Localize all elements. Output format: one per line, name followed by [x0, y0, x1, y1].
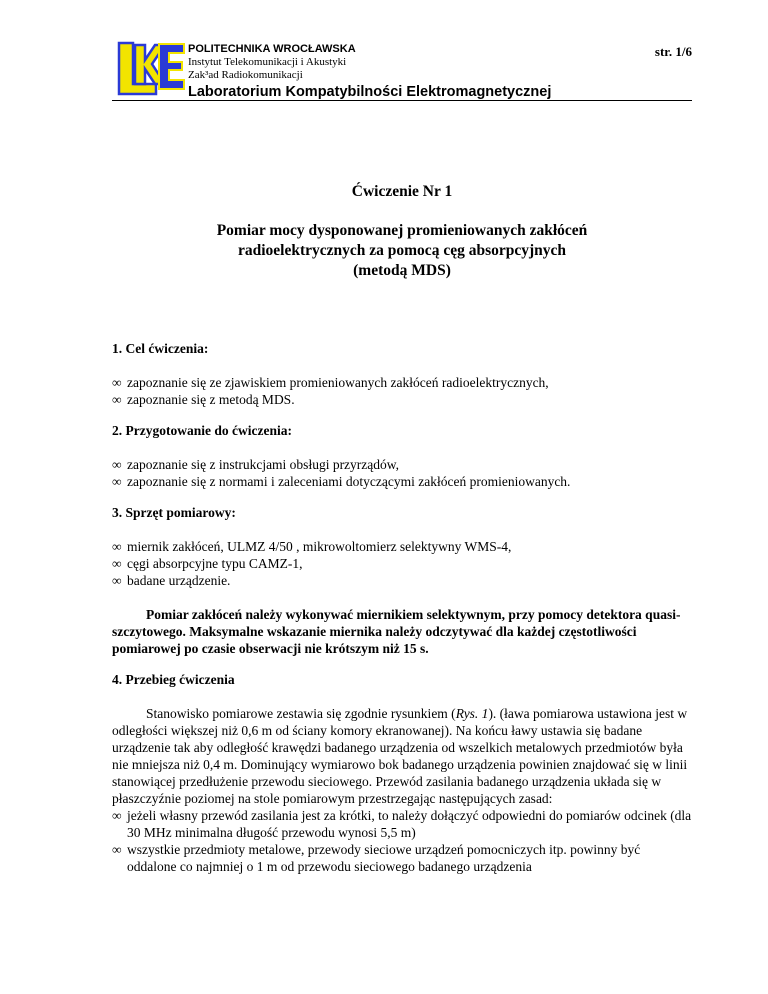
measurement-note: Pomiar zakłóceń należy wykonywać miernikiem selektywnym, przy pomocy detektora quasi-szczytowego. Maksymalne wskazanie miernika należy odczytywać dla każdej częstotliwości pomiarowej po czasie obserwacji nie krótszym niż 15 s. — [112, 607, 681, 656]
bullet-icon: ∞ — [112, 392, 122, 407]
bullet-list — [112, 374, 692, 408]
bullet-list — [112, 538, 692, 589]
document-body — [112, 340, 692, 875]
exercise-title: Ćwiczenie Nr 1 — [351, 183, 453, 200]
bullet-icon: ∞ — [112, 808, 122, 823]
page-header — [112, 38, 692, 101]
bullet-icon: ∞ — [112, 556, 122, 571]
bullet-list — [112, 456, 692, 490]
subtitle-line: (metodą MDS) — [353, 262, 451, 279]
lab-name: Laboratorium Kompatybilności Elektromagnetycznej — [188, 84, 552, 100]
bullet-icon: ∞ — [112, 457, 122, 472]
institute-name: Instytut Telekomunikacji i Akustyki — [188, 56, 347, 68]
figure-reference: Rys. 1 — [455, 706, 489, 721]
subtitle-line: Pomiar mocy dysponowanej promieniowanych zakłóceń — [216, 222, 588, 239]
page-number: str. 1/6 — [654, 44, 692, 59]
university-name: POLITECHNIKA WROCŁAWSKA — [188, 43, 356, 55]
exercise-subtitle — [112, 221, 692, 281]
section-heading: 3. Sprzęt pomiarowy: — [112, 505, 236, 520]
list-item: ∞ zapoznanie się z normami i zaleceniami dotyczącymi zakłóceń promieniowanych. — [112, 474, 571, 489]
bullet-icon: ∞ — [112, 375, 122, 390]
list-item: ∞ zapoznanie się ze zjawiskiem promieniowanych zakłóceń radioelektrycznych, — [112, 375, 549, 390]
list-item: ∞ badane urządzenie. — [112, 573, 231, 588]
list-item: ∞ jeżeli własny przewód zasilania jest za krótki, to należy dołączyć odpowiedni do pomiarów odcinek (dla 30 MHz minimalna długość przewodu wynosi 5,5 m) — [112, 808, 692, 840]
section-heading: 2. Przygotowanie do ćwiczenia: — [112, 423, 292, 438]
list-item: ∞ miernik zakłóceń, ULMZ 4/50 , mikrowoltomierz selektywny WMS-4, — [112, 539, 512, 554]
list-item: ∞ zapoznanie się z metodą MDS. — [112, 392, 295, 407]
bullet-list — [112, 807, 692, 875]
procedure-paragraph: Stanowisko pomiarowe zestawia się zgodnie rysunkiem (Rys. 1). (ława pomiarowa ustawiona jest w odległości większej niż 0,6 m od ściany komory ekranowanej). Na końcu ławy ustawia się badane urządzenie tak aby odległość krawędzi badanego urządzenia od wszelkich metalowych przedmiotów była nie mniejsza niż 0,4 m. Dominujący wymiarowo bok badanego urządzenia powinien znajdować się w linii stanowiącej przedłużenie przewodu sieciowego. Przewód zasilania badanego urządzenia układa się w płaszczyźnie poziomej na stole pomiarowym przestrzegając następujących zasad: — [112, 706, 688, 806]
subtitle-line: radioelektrycznych za pomocą cęg absorpcyjnych — [237, 242, 567, 259]
department-name: Zak³ad Radiokomunikacji — [188, 69, 303, 81]
list-item: ∞ zapoznanie się z instrukcjami obsługi przyrządów, — [112, 457, 400, 472]
list-item: ∞ cęgi absorpcyjne typu CAMZ-1, — [112, 556, 303, 571]
lke-logo — [116, 40, 186, 96]
section-heading: 1. Cel ćwiczenia: — [112, 341, 209, 356]
bullet-icon: ∞ — [112, 474, 122, 489]
bullet-icon: ∞ — [112, 539, 122, 554]
section-heading: 4. Przebieg ćwiczenia — [112, 672, 235, 687]
list-item: ∞ wszystkie przedmioty metalowe, przewody sieciowe urządzeń pomocniczych itp. powinny być oddalone co najmniej o 1 m od przewodu sieciowego badanego urządzenia — [112, 842, 641, 874]
bullet-icon: ∞ — [112, 573, 122, 588]
bullet-icon: ∞ — [112, 842, 122, 857]
